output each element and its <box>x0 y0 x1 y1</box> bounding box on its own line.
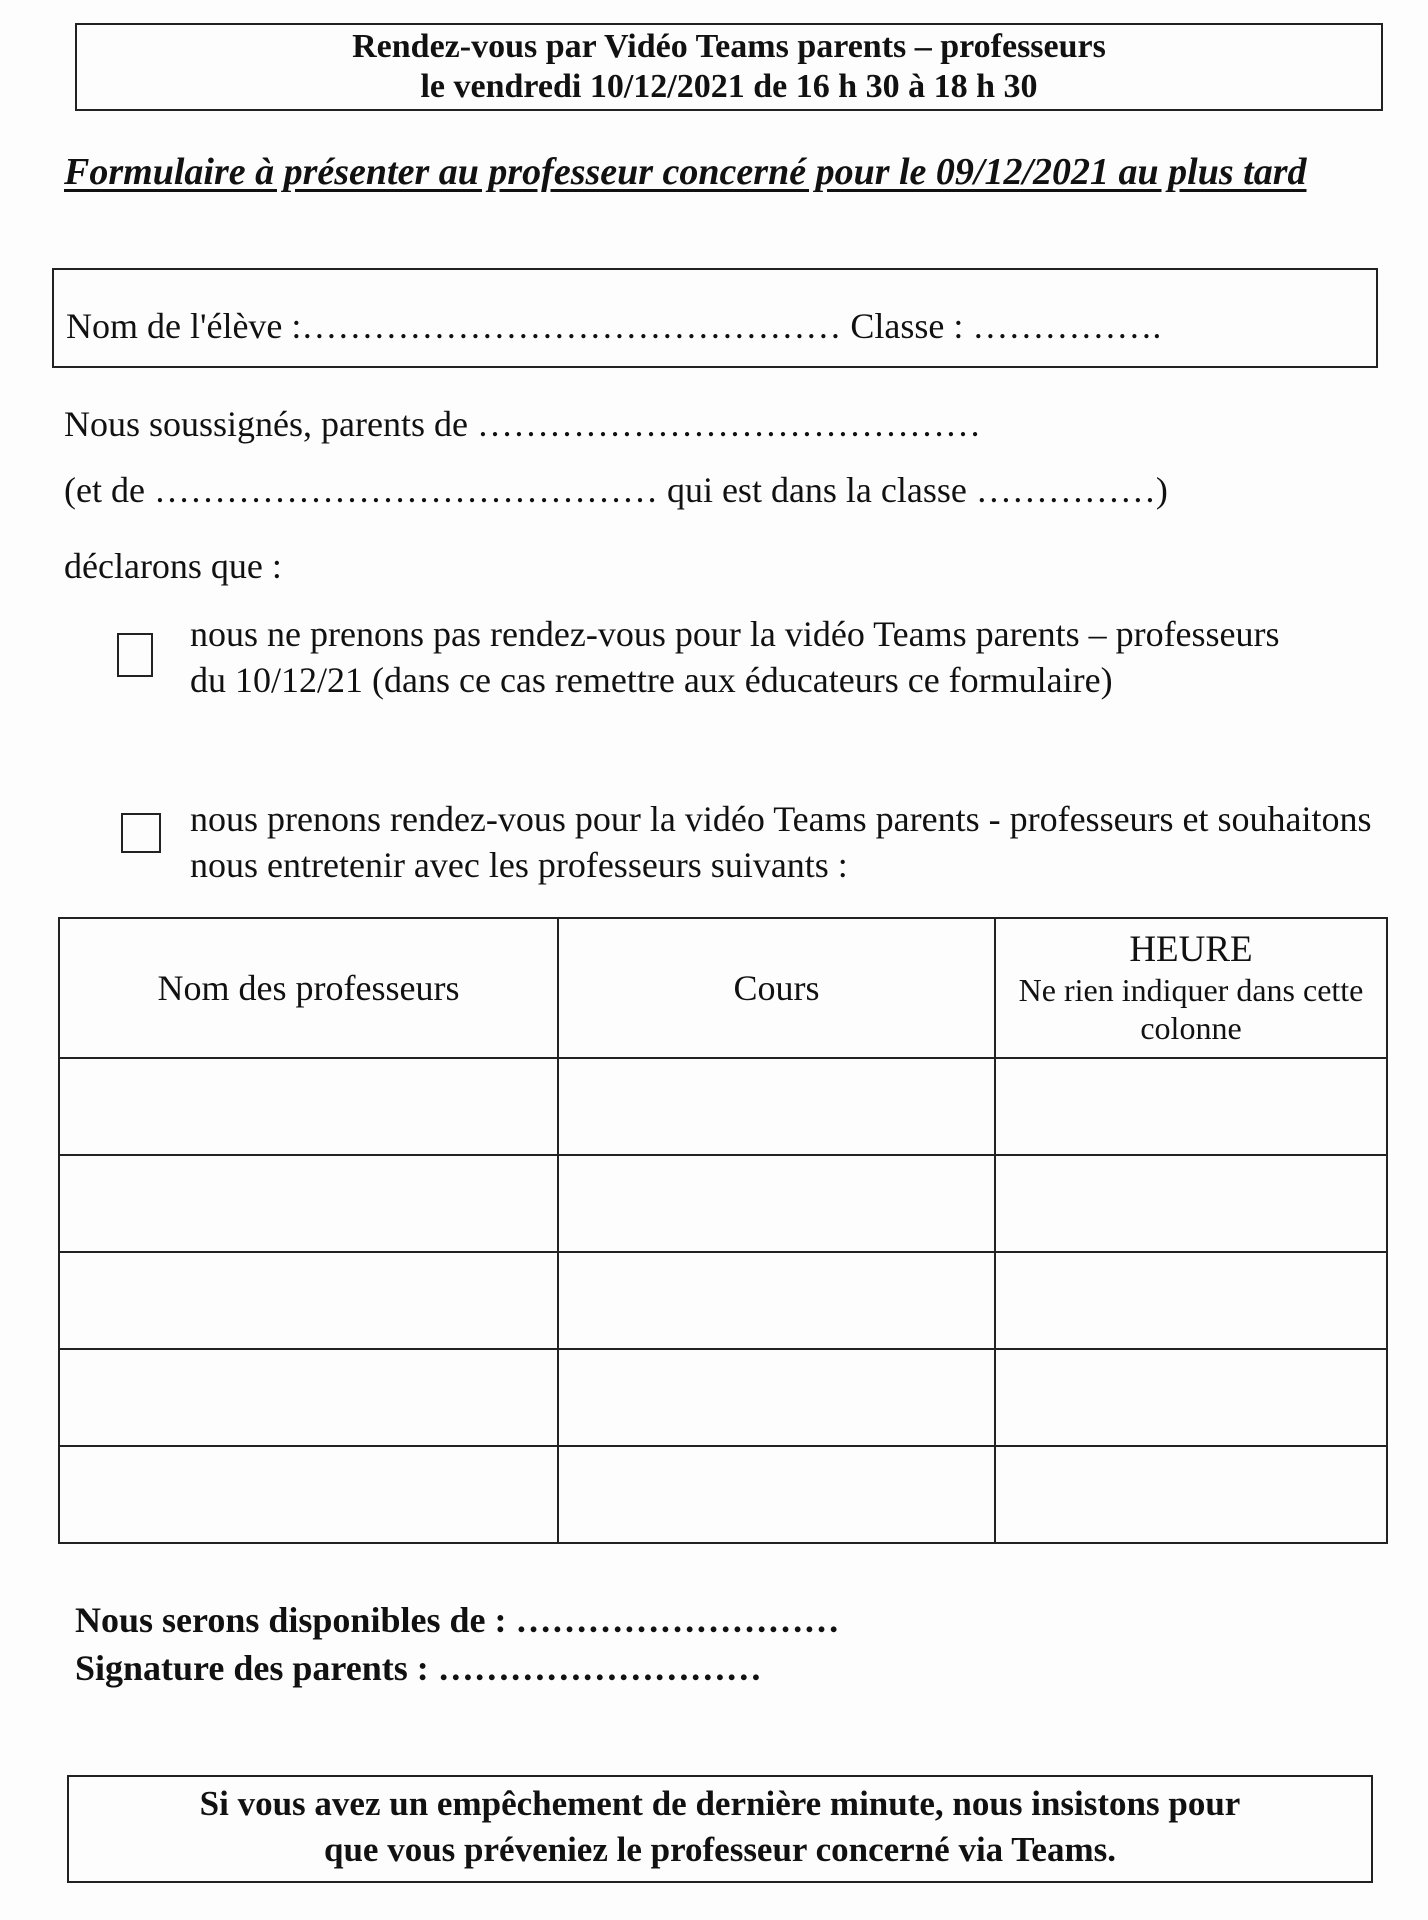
notice-line-1: Si vous avez un empêchement de dernière minute, nous insistons pour <box>199 1784 1241 1823</box>
no-appointment-label: nous ne prenons pas rendez-vous pour la vidéo Teams parents – professeurs du 10/12/21 (dans ce cas remettre aux éducateurs ce formulaire) <box>190 614 1280 700</box>
header-date: le vendredi 10/12/2021 de 16 h 30 à 18 h 30 <box>420 68 1038 105</box>
teacher-name-cell[interactable] <box>59 1155 558 1252</box>
table-row <box>59 1252 1387 1349</box>
signature-field[interactable]: Signature des parents : ……………………… <box>75 1648 762 1688</box>
parents-line[interactable]: Nous soussignés, parents de …………………………………… <box>64 404 981 444</box>
course-cell[interactable] <box>558 1155 995 1252</box>
header-time <box>995 918 1387 1058</box>
deadline-instruction: Formulaire à présenter au professeur concerné pour le 09/12/2021 au plus tard <box>64 151 1307 193</box>
course-cell[interactable] <box>558 1349 995 1446</box>
teacher-name-cell[interactable] <box>59 1252 558 1349</box>
table-row <box>59 1446 1387 1543</box>
header-time-note: Ne rien indiquer dans cette colonne <box>1018 972 1364 1046</box>
course-cell[interactable] <box>558 1252 995 1349</box>
footer-fields <box>75 1596 839 1692</box>
header-title: Rendez-vous par Vidéo Teams parents – professeurs <box>352 28 1106 65</box>
teacher-name-cell[interactable] <box>59 1058 558 1155</box>
time-cell <box>995 1446 1387 1543</box>
table-header-row <box>59 918 1387 1058</box>
teacher-name-cell[interactable] <box>59 1446 558 1543</box>
header-time-title: HEURE <box>1129 929 1253 970</box>
time-cell <box>995 1155 1387 1252</box>
header-course: Cours <box>558 918 995 1058</box>
table-row <box>59 1155 1387 1252</box>
notice-box <box>67 1775 1373 1883</box>
second-child-line[interactable]: (et de …………………………………… qui est dans la classe ……………) <box>64 470 1168 510</box>
header-teacher-names: Nom des professeurs <box>59 918 558 1058</box>
time-cell <box>995 1252 1387 1349</box>
time-cell <box>995 1349 1387 1446</box>
course-cell[interactable] <box>558 1446 995 1543</box>
appointment-label: nous prenons rendez-vous pour la vidéo Teams parents - professeurs et souhaitons nous entretenir avec les professeurs suivants : <box>190 799 1372 885</box>
student-name-class-field[interactable]: Nom de l'élève :……………………………………… Classe : ……………. <box>66 306 1162 346</box>
table-row <box>59 1349 1387 1446</box>
time-cell <box>995 1058 1387 1155</box>
teacher-name-cell[interactable] <box>59 1349 558 1446</box>
declaration-label: déclarons que : <box>64 546 282 586</box>
teachers-table <box>58 917 1388 1544</box>
availability-field[interactable]: Nous serons disponibles de : ……………………… <box>75 1600 840 1640</box>
appointment-checkbox[interactable] <box>121 813 161 853</box>
header-box <box>75 23 1383 111</box>
table-row <box>59 1058 1387 1155</box>
notice-line-2: que vous préveniez le professeur concerné via Teams. <box>324 1830 1116 1869</box>
course-cell[interactable] <box>558 1058 995 1155</box>
no-appointment-checkbox[interactable] <box>117 633 153 677</box>
student-box <box>52 268 1378 368</box>
